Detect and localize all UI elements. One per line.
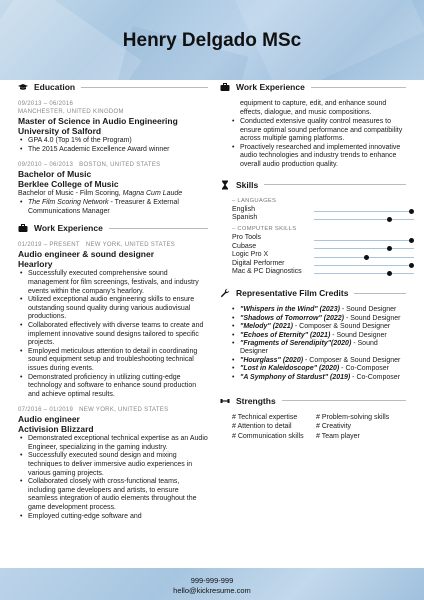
header-banner — [0, 0, 424, 80]
credit-item — [230, 340, 406, 357]
strength-tag: # Attention to detail — [232, 423, 292, 431]
list-item: • Successfully executed sound design and mixing techniques to deliver immersive audio experiences in various gaming projects. — [18, 452, 208, 478]
organization: The Film Scoring Network — [28, 199, 109, 207]
list-item: • Collaborated closely with cross-functional teams, including game developers and artists, to ensure seamless integration of audio elements throughout the game development process. — [18, 478, 208, 512]
degree: Master of Science in Audio Engineering — [18, 116, 178, 126]
credits-heading — [220, 288, 406, 298]
film-title: "Hourglass" (2020) — [240, 356, 304, 364]
work-entry-continued — [220, 99, 406, 170]
skills-heading — [220, 180, 406, 190]
entry-location: NEW YORK, UNITED STATES — [85, 242, 176, 249]
skill-name: Spanish — [232, 213, 258, 221]
skill-level-knob — [387, 271, 392, 276]
film-role: - Sound Designer — [339, 306, 397, 314]
film-title: "Echoes of Eternity" (2021) — [240, 331, 331, 339]
skill-group-label: – LANGUAGES — [232, 197, 277, 204]
skill-name: English — [232, 205, 255, 213]
skill-row — [232, 214, 406, 222]
left-column — [18, 82, 208, 528]
degree: Bachelor of Music — [18, 169, 92, 180]
work-entry — [18, 406, 208, 521]
section-title: Strengths — [236, 395, 276, 406]
skill-row — [232, 206, 406, 214]
section-title: Education — [34, 82, 76, 92]
degree-detail — [18, 189, 208, 198]
list-item: • Demonstrated exceptional technical expertise as an Audio Engineer, specializing in the gaming industry. — [18, 435, 208, 452]
strengths-grid — [220, 414, 406, 441]
film-role: - Co-Composer — [339, 365, 390, 373]
list-item: • Demonstrated proficiency in utilizing cutting-edge technology and software to enhance sound production and achieve optimal results. — [18, 374, 208, 400]
skill-row — [232, 268, 406, 276]
film-role: - Co-Composer — [350, 373, 401, 381]
list-item — [18, 199, 208, 216]
strength-tag: # Creativity — [316, 423, 352, 431]
school: Berklee College of Music — [18, 179, 119, 190]
entry-dates: 09/2010 – 06/2013 — [18, 162, 74, 169]
film-role: - Composer & Sound Designer — [303, 356, 401, 364]
section-title: Skills — [236, 179, 259, 190]
bullet-list — [18, 435, 208, 521]
entry-location: NEW YORK, UNITED STATES — [79, 407, 169, 414]
work-heading — [220, 82, 406, 92]
film-title: "Whispers in the Wind" (2023) — [240, 306, 340, 314]
entry-dates: 01/2019 – PRESENT — [18, 242, 80, 249]
skill-row — [232, 251, 406, 259]
school: University of Salford — [18, 126, 102, 136]
skill-level-bar — [314, 273, 414, 274]
divider — [282, 400, 406, 401]
strength-tag: # Communication skills — [232, 432, 304, 440]
right-column — [220, 82, 406, 441]
list-item: • Successfully executed comprehensive sound management for film screenings, festivals, and industry events within the company's hearlory. — [18, 270, 208, 296]
film-role: - Sound Designer — [330, 331, 387, 339]
skill-row — [232, 234, 406, 242]
list-item: • Collaborated effectively with diverse teams to create and implement innovative sound designs tailored to specific projects. — [18, 322, 208, 348]
strengths-heading — [220, 396, 406, 406]
phone: 999-999-999 — [190, 576, 234, 585]
company: Activision Blizzard — [18, 424, 94, 435]
language-list — [232, 206, 406, 223]
entry-meta — [18, 100, 208, 108]
entry-meta — [18, 406, 208, 414]
credit-list — [220, 306, 406, 382]
entry-meta — [18, 241, 208, 249]
film-role: - Composer & Sound Designer — [292, 323, 391, 331]
education-entry — [18, 161, 208, 216]
film-title: "Lost in Kaleidoscope" (2020) — [240, 365, 340, 373]
credit-item — [230, 365, 406, 373]
strength-tag: # Problem-solving skills — [316, 413, 390, 421]
hourglass-icon — [220, 180, 230, 190]
divider — [311, 87, 406, 88]
film-role: - Sound Designer — [240, 339, 378, 356]
credit-item — [230, 323, 406, 331]
education-heading — [18, 82, 208, 92]
skill-level-bar — [314, 219, 414, 220]
skill-name: Logic Pro X — [232, 251, 269, 259]
bullet-list — [18, 137, 208, 154]
section-title: Work Experience — [236, 82, 305, 92]
skill-row — [232, 243, 406, 251]
skill-level-bar — [314, 211, 414, 212]
graduation-cap-icon — [18, 82, 28, 92]
section-title: Work Experience — [34, 223, 103, 234]
skill-name: Mac & PC Diagnostics — [232, 267, 302, 275]
credit-item — [230, 374, 406, 382]
role-text: - Treasurer & External Communications Manager — [28, 199, 179, 215]
section-title: Representative Film Credits — [236, 288, 349, 299]
skill-group-label: – COMPUTER SKILLS — [232, 226, 297, 233]
entry-dates: 09/2013 – 06/2016 — [18, 101, 74, 107]
entry-meta — [18, 161, 208, 169]
company: Hearlory — [18, 259, 53, 270]
honors: Magna Cum Laude — [122, 190, 183, 198]
entry-location: BOSTON, UNITED STATES — [79, 162, 161, 169]
divider — [264, 184, 406, 185]
skill-level-bar — [314, 240, 414, 241]
continued-text: equipment to capture, edit, and enhance sound effects, dialogue, and music compositions. — [240, 100, 387, 116]
bullet-list — [18, 199, 208, 216]
film-title: "Shadows of Tomorrow" (2022) — [240, 314, 345, 322]
entry-location: MANCHESTER, UNITED KINGDOM — [18, 109, 124, 115]
list-item: • Proactively researched and implemented innovative audio technologies and industry trends to enhance overall audio production quality. — [230, 144, 406, 170]
film-role: - Sound Designer — [344, 314, 401, 322]
work-entry — [18, 241, 208, 399]
skill-name: Digital Performer — [232, 259, 285, 267]
list-item: • Employed cutting-edge software and — [18, 513, 208, 522]
job-title: Audio engineer & sound designer — [18, 249, 155, 260]
skill-name: Cubase — [232, 242, 257, 250]
skill-level-knob — [409, 263, 414, 268]
list-item: • Employed meticulous attention to detail in coordinating sound equipment setup and troubleshooting technical issues during events. — [18, 348, 208, 374]
strength-tag: # Team player — [316, 432, 360, 440]
skill-level-bar — [314, 265, 414, 266]
film-title: "A Symphony of Stardust" (2019) — [240, 373, 351, 381]
skill-level-knob — [387, 217, 392, 222]
entry-dates: 07/2016 – 01/2019 — [18, 407, 74, 414]
divider — [354, 293, 406, 294]
divider — [81, 87, 208, 88]
email-link[interactable]: hello@kickresume.com — [173, 586, 251, 595]
credit-item — [230, 357, 406, 365]
computer-skill-list — [232, 234, 406, 276]
credit-item — [230, 332, 406, 340]
job-title: Audio engineer — [18, 414, 80, 425]
strength-tag: # Technical expertise — [232, 413, 298, 421]
film-title: "Melody" (2021) — [240, 323, 293, 331]
footer-banner — [0, 568, 424, 600]
work-heading — [18, 223, 208, 233]
bullet-list — [18, 270, 208, 399]
education-entry — [18, 100, 208, 154]
candidate-name: Henry Delgado MSc — [122, 30, 302, 51]
credit-item — [230, 306, 406, 314]
credit-item — [230, 315, 406, 323]
list-item: • Conducted extensive quality control measures to ensure optimal sound performance and compatibility across multiple gaming platforms. — [230, 118, 406, 144]
dumbbell-icon — [220, 396, 230, 406]
briefcase-icon — [18, 223, 28, 233]
list-item: • GPA 4.0 (Top 1% of the Program) — [18, 137, 208, 146]
skill-level-knob — [409, 209, 414, 214]
list-item: • Utilized exceptional audio engineering skills to ensure outstanding sound quality during various audiovisual productions. — [18, 296, 208, 322]
bullet-list — [230, 118, 406, 170]
skills-block — [220, 198, 406, 277]
skill-level-bar — [314, 248, 414, 249]
list-item: • The 2015 Academic Excellence Award winner — [18, 146, 208, 155]
degree-detail-text: Bachelor of Music - Film Scoring, — [18, 190, 123, 198]
skill-name: Pro Tools — [232, 234, 262, 242]
film-title: "Fragments of Serendipity"(2020) — [240, 339, 352, 347]
divider — [109, 228, 208, 229]
skill-level-knob — [409, 238, 414, 243]
skill-row — [232, 260, 406, 268]
wrench-icon — [220, 288, 230, 298]
briefcase-icon — [220, 82, 230, 92]
